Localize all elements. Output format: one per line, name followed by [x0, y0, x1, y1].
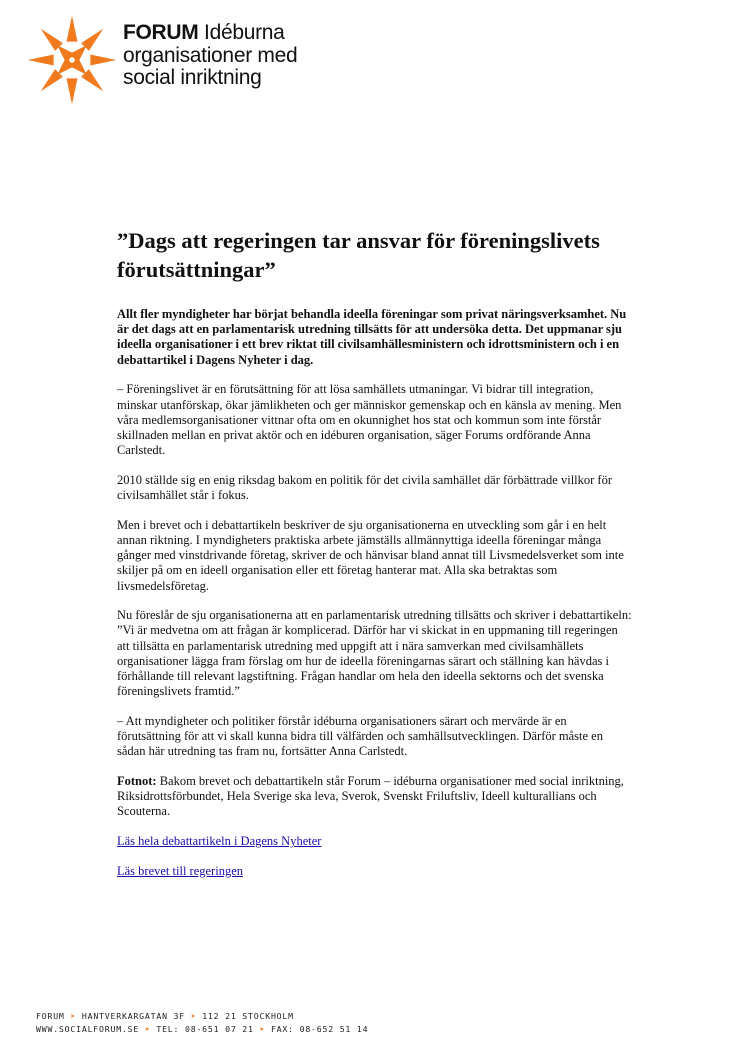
brand-line-2: organisationer med — [123, 43, 298, 67]
debate-article-link[interactable]: Läs hela debattartikeln i Dagens Nyheter — [117, 834, 322, 849]
paragraph-4-quote: ”Vi är medvetna om att frågan är komplicerad. Därför har vi skickat in en uppmaning till regeringen att tillsätta en parlamentarisk utredning med uppgift att i nära samverkan med civilsamhällets organisationer lägga fram förslag om hur de ideella föreningarnas särart och ställning kan hävdas i förhållande till relevant lagstiftning. Frågan handlar om hela den ideella sektorns och det svenska föreningslivets framtid.” — [117, 623, 618, 699]
brand-name — [123, 22, 297, 90]
paragraph-4-intro: Nu föreslår de sju organisationerna att en parlamentarisk utredning tillsätts och skriver i debattartikeln: — [117, 608, 632, 623]
paragraph-2: 2010 ställde sig en enig riksdag bakom en politik för det civila samhället där förbättrade villkor för civilsamhället står i fokus. — [117, 472, 613, 503]
brand-line-1: FORUM Idéburna — [123, 21, 285, 44]
article-headline: ”Dags att regeringen tar ansvar för föreningslivets förutsättningar” — [117, 228, 600, 282]
arrow-icon: ➤ — [70, 1011, 77, 1021]
footer-contact-line: WWW.SOCIALFORUM.SE ➤ TEL: 08-651 07 21 ➤ FAX: 08-652 51 14 — [36, 1024, 369, 1034]
footnote-text: Bakom brevet och debattartikeln står Forum – idéburna organisationer med social inriktning, Riksidrottsförbundet, Hela Sverige ska leva, Sverok, Svenskt Friluftsliv, Ideell kulturallians och Scouterna. — [117, 774, 624, 819]
article-body — [117, 307, 632, 894]
arrow-icon: ➤ — [190, 1011, 197, 1021]
brand-line-3: social inriktning — [123, 66, 262, 89]
footnote-label: Fotnot: — [117, 774, 157, 789]
footer-address-line: FORUM ➤ HANTVERKARGATAN 3F ➤ 112 21 STOCKHOLM — [36, 1011, 294, 1021]
page-footer — [36, 1010, 368, 1036]
footnote — [117, 774, 632, 820]
paragraph-3: Men i brevet och i debattartikeln beskriver de sju organisationerna en utveckling som går i en helt annan riktning. I myndigheters praktiska arbete jämställs allmännyttiga ideella föreningar många gånger med vinstdrivande företag, skriver de och hänvisar bland annat till Livsmedelsverket som inte skiljer på om en ideell organisation eller ett företag hanterar mat. Alla ska betraktas som livsmedelsföretag. — [117, 517, 624, 593]
arrow-icon: ➤ — [144, 1024, 151, 1034]
arrow-icon: ➤ — [259, 1024, 266, 1034]
article-lead: Allt fler myndigheter har börjat behandla ideella föreningar som privat näringsverksamhet. Nu är det dags att en parlamentarisk utredning tillsätts för att undersöka detta. Det uppmanar sju ideella organisationer i ett brev riktat till civilsamhällesministern och idrottsministern och i en debattartikel i Dagens Nyheter i dag. — [117, 307, 627, 367]
paragraph-4 — [117, 608, 632, 699]
letter-link[interactable]: Läs brevet till regeringen — [117, 863, 243, 878]
paragraph-5: – Att myndigheter och politiker förstår idéburna organisationers särart och mervärde är en förutsättning för att vi skall kunna bidra till välfärden och samhällsutvecklingen. Därför måste en sådan här utredning tas fram nu, fortsätter Anna Carlstedt. — [117, 713, 603, 759]
paragraph-1: – Föreningslivet är en förutsättning för att lösa samhällets utmaningar. Vi bidrar till integration, minskar utanförskap, ökar jämlikheten och ger människor gemenskap och en känsla av mening. Men våra medlemsorganisationer vittnar ofta om en okunnighet hos stat och kommun som inte förstår skillnaden mellan en privat aktör och en idéburen organisation, säger Forums ordförande Anna Carlstedt. — [117, 382, 622, 458]
forum-star-logo-icon — [26, 14, 118, 106]
